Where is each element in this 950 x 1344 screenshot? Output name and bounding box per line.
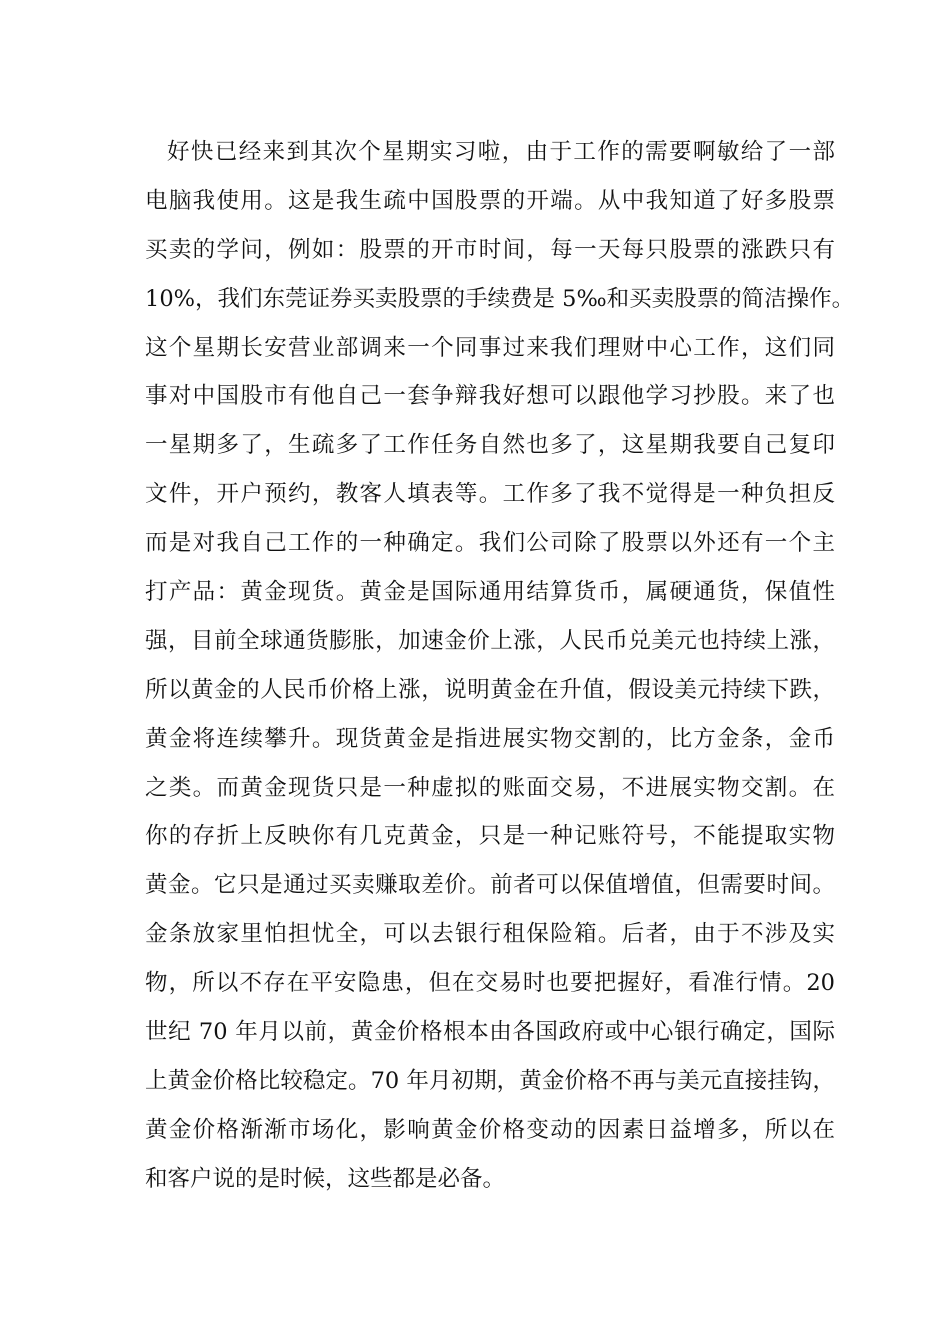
text-line: 黄金价格渐渐市场化，影响黄金价格变动的因素日益增多，所以在 xyxy=(145,1116,835,1143)
body-paragraph xyxy=(145,128,855,1204)
text-line: 和客户说的是时候，这些都是必备。 xyxy=(145,1165,506,1192)
text-line: 这个星期长安营业部调来一个同事过来我们理财中心工作，这们同 xyxy=(145,334,835,361)
text-line: 而是对我自己工作的一种确定。我们公司除了股票以外还有一个主 xyxy=(145,530,835,557)
text-line: 黄金将连续攀升。现货黄金是指进展实物交割的，比方金条，金币 xyxy=(145,725,835,752)
text-line: 金条放家里怕担忧全，可以去银行租保险箱。后者，由于不涉及实 xyxy=(145,921,835,948)
text-line: 物，所以不存在平安隐患，但在交易时也要把握好，看准行情。20 xyxy=(145,970,835,997)
text-line: 好快已经来到其次个星期实习啦，由于工作的需要啊敏给了一部 xyxy=(167,139,835,165)
text-line: 所以黄金的人民币价格上涨，说明黄金在升值，假设美元持续下跌， xyxy=(145,676,835,703)
text-line: 强，目前全球通货膨胀，加速金价上涨，人民币兑美元也持续上涨， xyxy=(145,627,835,654)
text-line: 买卖的学问，例如：股票的开市时间，每一天每只股票的涨跌只有 xyxy=(145,236,835,263)
text-line: 一星期多了，生疏多了工作任务自然也多了，这星期我要自己复印 xyxy=(145,432,835,459)
text-line: 你的存折上反映你有几克黄金，只是一种记账符号，不能提取实物 xyxy=(145,823,835,850)
text-line: 10%，我们东莞证券买卖股票的手续费是 5‰和买卖股票的简洁操作。 xyxy=(145,285,855,312)
text-line: 之类。而黄金现货只是一种虚拟的账面交易，不进展实物交割。在 xyxy=(145,774,835,801)
text-line: 黄金。它只是通过买卖赚取差价。前者可以保值增值，但需要时间。 xyxy=(145,872,835,899)
text-line: 上黄金价格比较稳定。70 年月初期，黄金价格不再与美元直接挂钩， xyxy=(145,1067,835,1094)
text-line: 电脑我使用。这是我生疏中国股票的开端。从中我知道了好多股票 xyxy=(145,187,835,214)
text-line: 打产品：黄金现货。黄金是国际通用结算货币，属硬通货，保值性 xyxy=(145,579,835,606)
text-line: 事对中国股市有他自己一套争辩我好想可以跟他学习抄股。来了也 xyxy=(145,383,835,410)
text-line: 世纪 70 年月以前，黄金价格根本由各国政府或中心银行确定，国际 xyxy=(145,1019,835,1046)
text-line: 文件，开户预约，教客人填表等。工作多了我不觉得是一种负担反 xyxy=(145,481,835,508)
